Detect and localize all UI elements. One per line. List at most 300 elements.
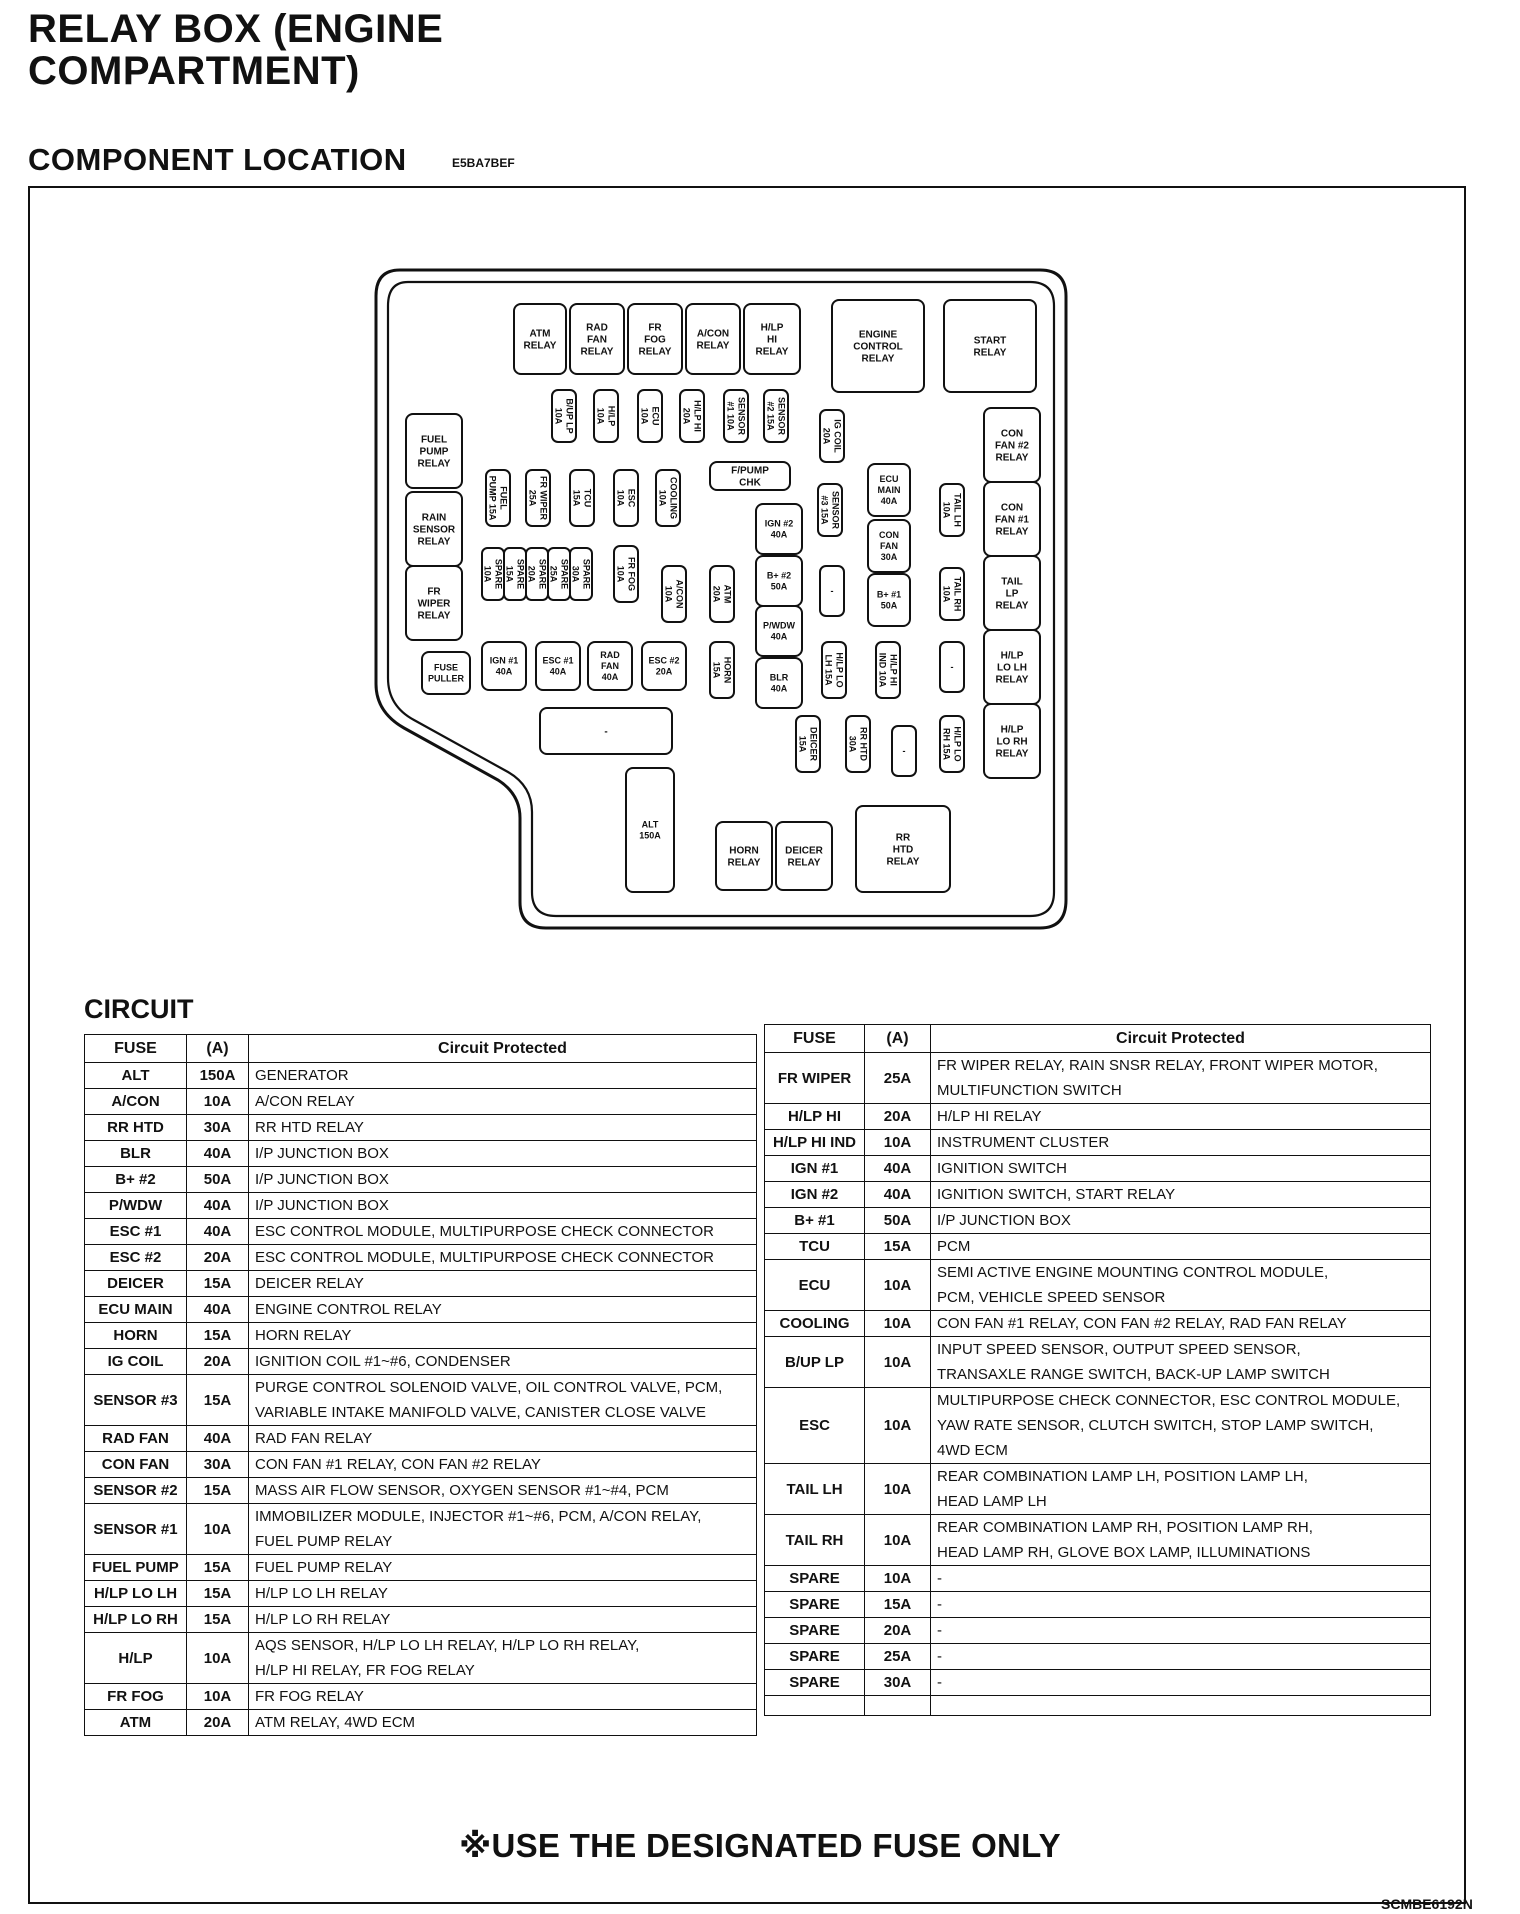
component-cooling bbox=[656, 470, 680, 526]
circuit-line: DEICER RELAY bbox=[255, 1275, 364, 1292]
circuit-line: IGNITION SWITCH bbox=[937, 1160, 1067, 1177]
fuse-amperage: 10A bbox=[187, 1684, 249, 1710]
component-label: FR FOG10A bbox=[615, 557, 637, 591]
table-row bbox=[85, 1504, 757, 1555]
circuit-line: IGNITION COIL #1~#6, CONDENSER bbox=[255, 1353, 511, 1370]
circuit-line: IGNITION SWITCH, START RELAY bbox=[937, 1186, 1176, 1203]
circuit-protected bbox=[249, 1141, 757, 1167]
table-row bbox=[85, 1607, 757, 1633]
component-rain-sensor-relay bbox=[406, 492, 462, 566]
circuit-line: - bbox=[937, 1648, 942, 1665]
table-row bbox=[85, 1297, 757, 1323]
component-con-fan2-relay bbox=[984, 408, 1040, 482]
fuse-name: H/LP HI bbox=[765, 1104, 865, 1130]
component-label: BLR 40A bbox=[769, 672, 789, 694]
component-bplus1 bbox=[868, 574, 910, 626]
fuse-amperage: 10A bbox=[865, 1515, 931, 1566]
component-rr-htd-30a bbox=[846, 716, 870, 772]
fuse-name: SPARE bbox=[765, 1592, 865, 1618]
table-row bbox=[85, 1193, 757, 1219]
table-row bbox=[765, 1260, 1431, 1311]
fuse-name: RAD FAN bbox=[85, 1426, 187, 1452]
fuse-amperage: 15A bbox=[187, 1607, 249, 1633]
circuit-protected bbox=[931, 1182, 1431, 1208]
circuit-line: FR WIPER RELAY, RAIN SNSR RELAY, FRONT WIPER MOTOR, bbox=[937, 1057, 1378, 1074]
table-header-row bbox=[765, 1025, 1431, 1053]
circuit-protected bbox=[931, 1234, 1431, 1260]
fuse-name: DEICER bbox=[85, 1271, 187, 1297]
component-engine-control-relay bbox=[832, 300, 924, 392]
component-label: IGN #2 40A bbox=[764, 518, 794, 540]
circuit-line: - bbox=[937, 1596, 942, 1613]
fuse-amperage: 40A bbox=[187, 1297, 249, 1323]
fuse-amperage: 10A bbox=[865, 1566, 931, 1592]
fuse-amperage: 25A bbox=[865, 1053, 931, 1104]
circuit-protected bbox=[931, 1515, 1431, 1566]
fuse-amperage: 15A bbox=[187, 1323, 249, 1349]
table-row bbox=[765, 1618, 1431, 1644]
circuit-line: REAR COMBINATION LAMP LH, POSITION LAMP LH, bbox=[937, 1468, 1308, 1485]
table-row bbox=[85, 1426, 757, 1452]
fuse-name: FR WIPER bbox=[765, 1053, 865, 1104]
table-row bbox=[85, 1245, 757, 1271]
fuse-name: P/WDW bbox=[85, 1193, 187, 1219]
circuit-protected bbox=[249, 1245, 757, 1271]
circuit-protected bbox=[931, 1130, 1431, 1156]
component-label: B+ #1 50A bbox=[876, 589, 902, 611]
circuit-line: I/P JUNCTION BOX bbox=[937, 1212, 1071, 1229]
circuit-line: SEMI ACTIVE ENGINE MOUNTING CONTROL MODULE, bbox=[937, 1264, 1329, 1281]
table-row bbox=[85, 1581, 757, 1607]
component-label: SENSOR#3 15A bbox=[819, 490, 841, 530]
component-label: ENGINE CONTROL RELAY bbox=[853, 329, 903, 365]
circuit-protected bbox=[931, 1156, 1431, 1182]
circuit-line: - bbox=[937, 1674, 942, 1691]
component-fr-fog-relay bbox=[628, 304, 682, 374]
fuse-amperage: 10A bbox=[865, 1130, 931, 1156]
table-row bbox=[765, 1337, 1431, 1388]
circuit-line: H/LP HI RELAY bbox=[937, 1108, 1042, 1125]
circuit-line: PCM, VEHICLE SPEED SENSOR bbox=[937, 1289, 1166, 1306]
circuit-protected bbox=[249, 1375, 757, 1426]
table-row bbox=[85, 1375, 757, 1426]
fuse-amperage: 40A bbox=[187, 1426, 249, 1452]
fuse-name: SENSOR #3 bbox=[85, 1375, 187, 1426]
component-label: P/WDW 40A bbox=[763, 620, 795, 642]
fuse-name: COOLING bbox=[765, 1311, 865, 1337]
table-row bbox=[85, 1115, 757, 1141]
circuit-protected bbox=[931, 1566, 1431, 1592]
fuse-amperage: 10A bbox=[865, 1260, 931, 1311]
component-label: FUSE PULLER bbox=[428, 662, 464, 684]
component-label: ECU MAIN 40A bbox=[877, 474, 901, 506]
page-title-line2: COMPARTMENT) bbox=[28, 49, 360, 93]
component-label: - bbox=[830, 586, 834, 596]
component-horn-15a bbox=[710, 642, 734, 698]
fuse-amperage: 40A bbox=[187, 1193, 249, 1219]
circuit-line: HEAD LAMP LH bbox=[937, 1493, 1047, 1510]
component-label: ESC #2 20A bbox=[648, 655, 680, 677]
fuse-name: ESC #2 bbox=[85, 1245, 187, 1271]
table-row bbox=[765, 1644, 1431, 1670]
component-rad-fan-40a bbox=[588, 642, 632, 690]
fuse-amperage: 40A bbox=[865, 1182, 931, 1208]
component-tail-lp-relay bbox=[984, 556, 1040, 630]
circuit-line: HORN RELAY bbox=[255, 1327, 352, 1344]
component-label: CON FAN #1 RELAY bbox=[995, 502, 1029, 538]
header-amp: (A) bbox=[187, 1035, 249, 1063]
component-ig-coil bbox=[820, 410, 844, 462]
header-circuit: Circuit Protected bbox=[249, 1035, 757, 1063]
circuit-line: INSTRUMENT CLUSTER bbox=[937, 1134, 1110, 1151]
table-row bbox=[765, 1592, 1431, 1618]
component-hlp-lo-rh bbox=[940, 716, 964, 772]
circuit-line: I/P JUNCTION BOX bbox=[255, 1197, 389, 1214]
component-sensor1 bbox=[724, 390, 748, 442]
fuse-amperage: 20A bbox=[865, 1104, 931, 1130]
component-label: H/LP HIIND 10A bbox=[877, 652, 899, 688]
figure-code: SCMBE6192N bbox=[1381, 1896, 1473, 1912]
component-sensor3 bbox=[818, 484, 842, 536]
component-label: - bbox=[902, 746, 906, 756]
circuit-protected bbox=[249, 1452, 757, 1478]
table-row bbox=[765, 1515, 1431, 1566]
component-label: TAIL LH10A bbox=[941, 493, 963, 527]
component-deicer-relay bbox=[776, 822, 832, 890]
circuit-line: FR FOG RELAY bbox=[255, 1688, 364, 1705]
circuit-line: MULTIPURPOSE CHECK CONNECTOR, ESC CONTROL MODULE, bbox=[937, 1392, 1401, 1409]
fuse-name: SPARE bbox=[765, 1670, 865, 1696]
component-label: HORN RELAY bbox=[727, 845, 761, 869]
circuit-protected bbox=[249, 1271, 757, 1297]
circuit-line: HEAD LAMP RH, GLOVE BOX LAMP, ILLUMINATIONS bbox=[937, 1544, 1311, 1561]
table-row bbox=[85, 1349, 757, 1375]
component-label: ATM20A bbox=[711, 584, 733, 604]
component-label: IGN #1 40A bbox=[489, 655, 519, 677]
component-spare30 bbox=[570, 548, 592, 600]
component-label: TCU15A bbox=[571, 488, 593, 508]
component-label: IG COIL20A bbox=[821, 419, 843, 453]
component-label: - bbox=[950, 662, 954, 672]
circuit-protected bbox=[249, 1426, 757, 1452]
circuit-line: MASS AIR FLOW SENSOR, OXYGEN SENSOR #1~#4, PCM bbox=[255, 1482, 669, 1499]
table-row bbox=[85, 1452, 757, 1478]
component-label: START RELAY bbox=[973, 335, 1007, 359]
circuit-line: MULTIFUNCTION SWITCH bbox=[937, 1082, 1122, 1099]
table-row bbox=[85, 1710, 757, 1736]
component-label: DEICER15A bbox=[797, 726, 819, 762]
component-spare25 bbox=[548, 548, 570, 600]
fuse-amperage: 15A bbox=[865, 1234, 931, 1260]
component-blank-mid bbox=[820, 566, 844, 616]
circuit-line: PURGE CONTROL SOLENOID VALVE, OIL CONTROL VALVE, PCM, bbox=[255, 1379, 723, 1396]
component-start-relay bbox=[944, 300, 1036, 392]
component-label: TAIL LP RELAY bbox=[995, 576, 1029, 612]
circuit-line: AQS SENSOR, H/LP LO LH RELAY, H/LP LO RH RELAY, bbox=[255, 1637, 640, 1654]
component-label: SPARE20A bbox=[526, 558, 548, 590]
fuse-amperage: 15A bbox=[865, 1592, 931, 1618]
circuit-line: IMMOBILIZER MODULE, INJECTOR #1~#6, PCM, A/CON RELAY, bbox=[255, 1508, 702, 1525]
component-alt-150a bbox=[626, 768, 674, 892]
component-tail-lh bbox=[940, 484, 964, 536]
table-row bbox=[765, 1234, 1431, 1260]
component-hlp-hi-ind bbox=[876, 642, 900, 698]
component-horn-relay bbox=[716, 822, 772, 890]
component-label: SPARE25A bbox=[548, 558, 570, 590]
component-fpump-chk bbox=[710, 462, 790, 490]
table-row bbox=[85, 1167, 757, 1193]
fuse-amperage: 10A bbox=[865, 1311, 931, 1337]
component-label: FUEL PUMP RELAY bbox=[417, 434, 451, 470]
component-fr-fog bbox=[614, 546, 638, 602]
circuit-protected bbox=[931, 1208, 1431, 1234]
component-label: F/PUMP CHK bbox=[731, 465, 769, 489]
fuse-name: ECU MAIN bbox=[85, 1297, 187, 1323]
component-hlp-hi-relay bbox=[744, 304, 800, 374]
component-label: ECU10A bbox=[639, 406, 661, 426]
component-ecu bbox=[638, 390, 662, 442]
component-label: ESC #1 40A bbox=[542, 655, 574, 677]
circuit-line: H/LP LO RH RELAY bbox=[255, 1611, 391, 1628]
table-row bbox=[765, 1311, 1431, 1337]
component-hlp-lo-lh bbox=[822, 642, 846, 698]
fuse-name: ESC bbox=[765, 1388, 865, 1464]
table-row bbox=[765, 1130, 1431, 1156]
section-title: COMPONENT LOCATION bbox=[28, 142, 407, 177]
component-label: ESC10A bbox=[615, 488, 637, 508]
fuse-amperage: 20A bbox=[187, 1349, 249, 1375]
circuit-protected bbox=[249, 1193, 757, 1219]
fuse-amperage: 10A bbox=[865, 1464, 931, 1515]
table-row bbox=[765, 1388, 1431, 1464]
circuit-line: INPUT SPEED SENSOR, OUTPUT SPEED SENSOR, bbox=[937, 1341, 1301, 1358]
component-label: RR HTD RELAY bbox=[886, 832, 920, 868]
circuit-line: ESC CONTROL MODULE, MULTIPURPOSE CHECK CONNECTOR bbox=[255, 1249, 714, 1266]
header-fuse: FUSE bbox=[765, 1025, 865, 1053]
circuit-line: YAW RATE SENSOR, CLUTCH SWITCH, STOP LAMP SWITCH, bbox=[937, 1417, 1374, 1434]
fuse-amperage: 50A bbox=[865, 1208, 931, 1234]
table-header-row bbox=[85, 1035, 757, 1063]
component-hlp bbox=[594, 390, 618, 442]
page-title-line1: RELAY BOX (ENGINE bbox=[28, 7, 444, 51]
component-ecu-main bbox=[868, 464, 910, 516]
component-esc2 bbox=[642, 642, 686, 690]
component-fuel-pump-15a bbox=[486, 470, 510, 526]
component-label: A/CON10A bbox=[663, 579, 685, 609]
fuse-name: SPARE bbox=[765, 1566, 865, 1592]
fuse-name: TAIL LH bbox=[765, 1464, 865, 1515]
fuse-amperage: 15A bbox=[187, 1581, 249, 1607]
fuse-name: H/LP LO LH bbox=[85, 1581, 187, 1607]
fuse-amperage: 30A bbox=[865, 1670, 931, 1696]
table-row bbox=[85, 1271, 757, 1297]
component-hlp-lo-rh-relay bbox=[984, 704, 1040, 778]
fuse-name: ECU bbox=[765, 1260, 865, 1311]
circuit-protected bbox=[931, 1337, 1431, 1388]
circuit-line: 4WD ECM bbox=[937, 1442, 1008, 1459]
table-row bbox=[765, 1053, 1431, 1104]
component-spare20 bbox=[526, 548, 548, 600]
table-row bbox=[85, 1323, 757, 1349]
fuse-amperage: 10A bbox=[865, 1388, 931, 1464]
component-ign2 bbox=[756, 504, 802, 554]
component-label: H/LP HI20A bbox=[681, 400, 703, 432]
table-row bbox=[85, 1063, 757, 1089]
fuse-amperage: 15A bbox=[187, 1375, 249, 1426]
fuse-name: SENSOR #1 bbox=[85, 1504, 187, 1555]
component-label: CON FAN #2 RELAY bbox=[995, 428, 1029, 464]
fuse-name: H/LP bbox=[85, 1633, 187, 1684]
circuit-protected bbox=[249, 1349, 757, 1375]
component-label: B+ #2 50A bbox=[766, 570, 792, 592]
component-fr-wiper-relay bbox=[406, 566, 462, 640]
circuit-protected bbox=[249, 1297, 757, 1323]
fuse-amperage: 25A bbox=[865, 1644, 931, 1670]
component-fuel-pump-relay bbox=[406, 414, 462, 488]
component-label: SPARE30A bbox=[570, 558, 592, 590]
circuit-line: - bbox=[937, 1622, 942, 1639]
circuit-protected bbox=[249, 1710, 757, 1736]
fuse-amperage: 10A bbox=[865, 1337, 931, 1388]
fuse-name: SPARE bbox=[765, 1618, 865, 1644]
circuit-protected bbox=[249, 1167, 757, 1193]
circuit-protected bbox=[249, 1555, 757, 1581]
component-fr-wiper-25a bbox=[526, 470, 550, 526]
fuse-name: TAIL RH bbox=[765, 1515, 865, 1566]
fuse-amperage: 15A bbox=[187, 1271, 249, 1297]
component-label: H/LP LO RH RELAY bbox=[995, 724, 1029, 760]
circuit-line: A/CON RELAY bbox=[255, 1093, 355, 1110]
fuse-amperage: 30A bbox=[187, 1115, 249, 1141]
component-label: SENSOR#2 15A bbox=[765, 396, 787, 436]
circuit-line: FUEL PUMP RELAY bbox=[255, 1559, 393, 1576]
empty-cell bbox=[931, 1696, 1431, 1716]
circuit-protected bbox=[931, 1388, 1431, 1464]
circuit-protected bbox=[931, 1053, 1431, 1104]
table-row bbox=[85, 1684, 757, 1710]
component-pwdw bbox=[756, 606, 802, 656]
fuse-name: TCU bbox=[765, 1234, 865, 1260]
fuse-name: ESC #1 bbox=[85, 1219, 187, 1245]
fuse-name: RR HTD bbox=[85, 1115, 187, 1141]
fuse-name: B/UP LP bbox=[765, 1337, 865, 1388]
fuse-amperage: 40A bbox=[865, 1156, 931, 1182]
table-row bbox=[85, 1478, 757, 1504]
circuit-line: ATM RELAY, 4WD ECM bbox=[255, 1714, 416, 1731]
component-label: ALT 150A bbox=[639, 819, 661, 841]
component-con-fan1-relay bbox=[984, 482, 1040, 556]
document-code: E5BA7BEF bbox=[452, 156, 515, 170]
table-row bbox=[765, 1182, 1431, 1208]
component-label: COOLING10A bbox=[657, 477, 679, 519]
table-row bbox=[85, 1219, 757, 1245]
fuse-amperage: 50A bbox=[187, 1167, 249, 1193]
component-label: RAIN SENSOR RELAY bbox=[412, 512, 456, 548]
component-label: H/LP LO LH RELAY bbox=[995, 650, 1029, 686]
circuit-line: REAR COMBINATION LAMP RH, POSITION LAMP RH, bbox=[937, 1519, 1313, 1536]
component-atm-relay bbox=[514, 304, 566, 374]
fuse-amperage: 40A bbox=[187, 1219, 249, 1245]
fuse-name: FR FOG bbox=[85, 1684, 187, 1710]
circuit-protected bbox=[249, 1684, 757, 1710]
circuit-protected bbox=[249, 1323, 757, 1349]
component-sensor2 bbox=[764, 390, 788, 442]
component-esc-10a bbox=[614, 470, 638, 526]
component-label: - bbox=[604, 726, 608, 738]
table-row bbox=[85, 1633, 757, 1684]
component-spare15 bbox=[504, 548, 526, 600]
component-hlp-lo-lh-relay bbox=[984, 630, 1040, 704]
circuit-line: RAD FAN RELAY bbox=[255, 1430, 373, 1447]
header-circuit: Circuit Protected bbox=[931, 1025, 1431, 1053]
fuse-amperage: 10A bbox=[187, 1633, 249, 1684]
circuit-table-right bbox=[764, 1024, 1431, 1716]
component-label: ATM RELAY bbox=[523, 328, 557, 352]
component-label: FR WIPER RELAY bbox=[417, 586, 451, 622]
circuit-protected bbox=[249, 1633, 757, 1684]
fuse-name: BLR bbox=[85, 1141, 187, 1167]
component-tcu bbox=[570, 470, 594, 526]
component-blank-bottom bbox=[892, 726, 916, 776]
table-row bbox=[765, 1104, 1431, 1130]
header-amp: (A) bbox=[865, 1025, 931, 1053]
circuit-line: H/LP LO LH RELAY bbox=[255, 1585, 388, 1602]
component-label: A/CON RELAY bbox=[696, 328, 730, 352]
fuse-name: IGN #2 bbox=[765, 1182, 865, 1208]
circuit-line: RR HTD RELAY bbox=[255, 1119, 364, 1136]
circuit-line: TRANSAXLE RANGE SWITCH, BACK-UP LAMP SWITCH bbox=[937, 1366, 1330, 1383]
circuit-line: I/P JUNCTION BOX bbox=[255, 1171, 389, 1188]
designated-fuse-note: ※USE THE DESIGNATED FUSE ONLY bbox=[459, 1827, 1061, 1864]
fuse-amperage: 40A bbox=[187, 1141, 249, 1167]
circuit-line: CON FAN #1 RELAY, CON FAN #2 RELAY, RAD FAN RELAY bbox=[937, 1315, 1347, 1332]
circuit-protected bbox=[249, 1581, 757, 1607]
fuse-name: H/LP HI IND bbox=[765, 1130, 865, 1156]
fuse-name: IGN #1 bbox=[765, 1156, 865, 1182]
circuit-line: I/P JUNCTION BOX bbox=[255, 1145, 389, 1162]
component-blr bbox=[756, 658, 802, 708]
component-label: FUELPUMP 15A bbox=[487, 475, 509, 521]
circuit-protected bbox=[249, 1478, 757, 1504]
circuit-protected bbox=[931, 1260, 1431, 1311]
component-rr-htd-relay bbox=[856, 806, 950, 892]
component-label: RAD FAN RELAY bbox=[580, 322, 614, 358]
fuse-name: H/LP LO RH bbox=[85, 1607, 187, 1633]
circuit-protected bbox=[249, 1504, 757, 1555]
component-hlp-hi bbox=[680, 390, 704, 442]
fuse-name: SENSOR #2 bbox=[85, 1478, 187, 1504]
component-label: B/UP LP10A bbox=[553, 398, 575, 434]
table-row-empty bbox=[765, 1696, 1431, 1716]
component-label: H/LP10A bbox=[595, 405, 617, 427]
component-label: RAD FAN 40A bbox=[600, 650, 620, 682]
component-label: TAIL RH10A bbox=[941, 576, 963, 612]
component-label: FR FOG RELAY bbox=[638, 322, 672, 358]
empty-cell bbox=[865, 1696, 931, 1716]
fuse-name: ATM bbox=[85, 1710, 187, 1736]
component-label: H/LP LORH 15A bbox=[941, 726, 963, 762]
component-label: CON FAN 30A bbox=[879, 530, 899, 562]
component-acon-10a bbox=[662, 566, 686, 622]
component-label: SENSOR#1 10A bbox=[725, 396, 747, 436]
table-row bbox=[765, 1464, 1431, 1515]
component-con-fan-30a bbox=[868, 520, 910, 572]
component-label: H/LP HI RELAY bbox=[755, 322, 789, 358]
circuit-protected bbox=[931, 1618, 1431, 1644]
fuse-amperage: 20A bbox=[865, 1618, 931, 1644]
circuit-protected bbox=[931, 1464, 1431, 1515]
component-spare10 bbox=[482, 548, 504, 600]
